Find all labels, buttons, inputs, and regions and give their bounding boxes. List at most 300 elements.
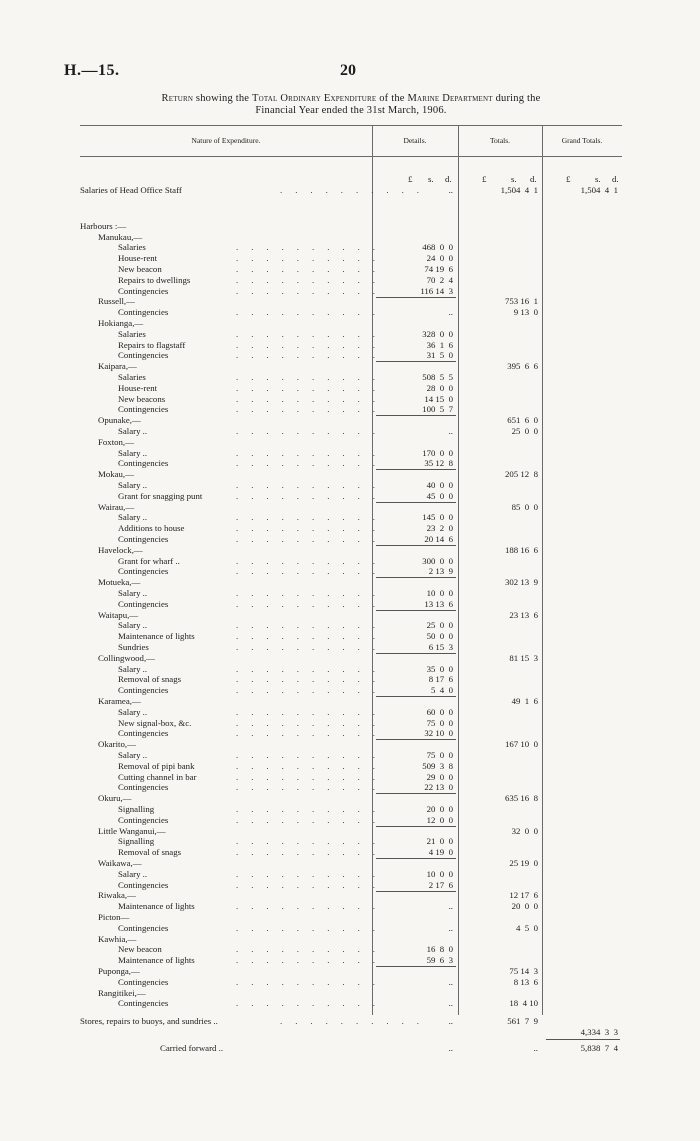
- table-row: [0, 448, 700, 459]
- details-amount: 45 0 0: [426, 490, 453, 501]
- totals-amount: 651 6 0: [507, 415, 538, 426]
- row-label: Manukau,—: [98, 231, 143, 242]
- row-label: Contingencies: [118, 814, 169, 825]
- table-row: [0, 782, 700, 793]
- row-label: Wairau,—: [98, 501, 135, 512]
- details-amount: 50 0 0: [426, 631, 453, 642]
- table-row: [0, 998, 700, 1009]
- row-label: Signalling: [118, 836, 155, 847]
- table-row: [0, 988, 700, 999]
- table-row: [0, 890, 700, 901]
- table-row: [0, 750, 700, 761]
- details-amount: ..: [448, 998, 453, 1009]
- totals-amount: 561 7 9: [507, 1016, 538, 1027]
- title-line-2: Financial Year ended the 31st March, 1906.: [255, 105, 447, 116]
- row-label: Salary ..: [118, 588, 148, 598]
- row-label: Mokau,—: [98, 469, 134, 480]
- details-amount: 100 5 7: [422, 404, 453, 415]
- report-code: H.—15.: [64, 62, 120, 79]
- details-amount: 170 0 0: [422, 447, 453, 458]
- details-amount: 6 15 3: [428, 642, 453, 652]
- dot-leader: ..........: [236, 555, 388, 566]
- row-label: Salaries: [118, 328, 146, 339]
- dot-leader: ..........: [236, 458, 388, 469]
- dot-leader: ..........: [236, 674, 388, 685]
- row-label: Grant for snagging punt: [118, 490, 203, 501]
- row-label: Okuru,—: [98, 793, 132, 804]
- row-label: New beacon: [118, 944, 162, 955]
- grand-total-rule: [546, 1039, 620, 1040]
- dot-leader: ..........: [236, 922, 388, 933]
- grand-amount: 5,838 7 4: [580, 1042, 618, 1053]
- row-label: Contingencies: [118, 598, 169, 609]
- details-amount: 21 0 0: [426, 836, 453, 847]
- row-label: Salary ..: [118, 426, 148, 436]
- dot-leader: ..........: [236, 717, 388, 728]
- table-row: [0, 275, 700, 286]
- dot-leader: ..........: [236, 350, 388, 361]
- table-row: [0, 739, 700, 750]
- col-header-details: Details.: [403, 136, 427, 145]
- details-amount: ..: [448, 1016, 453, 1027]
- dot-leader: ..........: [236, 901, 388, 912]
- table-row: [0, 232, 700, 243]
- dot-leader: ..........: [236, 523, 388, 534]
- table-row: [0, 383, 700, 394]
- row-label: Cutting channel in bar: [118, 771, 197, 782]
- details-amount: 35 12 8: [424, 458, 453, 469]
- title-department: Marine Department: [407, 93, 493, 104]
- dot-leader: ..........: [236, 253, 388, 264]
- table-row: [0, 728, 700, 739]
- dot-leader: ..........: [236, 760, 388, 771]
- details-amount: 36 1 6: [426, 339, 453, 350]
- page-number: 20: [340, 62, 356, 79]
- table-row: [0, 869, 700, 880]
- row-label: Kaipara,—: [98, 361, 137, 372]
- table-row: [0, 480, 700, 491]
- table-row: [0, 674, 700, 685]
- table-row: [0, 836, 700, 847]
- details-amount: 28 0 0: [426, 382, 453, 393]
- table-row: [0, 944, 700, 955]
- totals-amount: 75 14 3: [509, 966, 538, 976]
- dot-leader: ..........: [236, 534, 388, 544]
- totals-amount: 9 13 0: [513, 307, 538, 318]
- details-amount: 20 14 6: [424, 534, 453, 544]
- row-label: Salary ..: [118, 447, 148, 458]
- dot-leader: ..........: [236, 393, 388, 404]
- dot-leader: ..........: [236, 404, 388, 415]
- table-row: [0, 1043, 700, 1054]
- row-label: Additions to house: [118, 523, 185, 534]
- row-label: New beacons: [118, 393, 166, 404]
- table-row: [0, 296, 700, 307]
- dot-leader: ..........: [236, 372, 388, 382]
- dot-leader: ..........: [236, 588, 388, 598]
- row-label: Waitapu,—: [98, 609, 139, 620]
- details-amount: 2 13 9: [428, 566, 453, 577]
- totals-amount: 753 16 1: [505, 296, 538, 307]
- details-amount: 70 2 4: [426, 274, 453, 285]
- table-row: [0, 307, 700, 318]
- row-label: Contingencies: [118, 534, 169, 544]
- row-label: Salary ..: [118, 480, 148, 490]
- totals-amount: 49 1 6: [511, 696, 538, 706]
- details-amount: 116 14 3: [420, 285, 453, 296]
- details-amount: 25 0 0: [426, 620, 453, 631]
- details-amount: 74 19 6: [424, 264, 453, 274]
- totals-amount: 635 16 8: [505, 793, 538, 804]
- title-expenditure: Total Ordinary Expenditure: [251, 93, 377, 104]
- row-label: Contingencies: [118, 976, 169, 987]
- details-amount: 14 15 0: [424, 393, 453, 404]
- details-amount: ..: [448, 922, 453, 933]
- dot-leader: ..........: [236, 426, 388, 436]
- details-amount: 10 0 0: [426, 868, 453, 879]
- dot-leader: ..........: [236, 663, 388, 674]
- details-amount: 75 0 0: [426, 717, 453, 728]
- totals-amount: 25 0 0: [511, 426, 538, 436]
- table-row: [0, 966, 700, 977]
- grand-shilling-sign: s.: [595, 174, 601, 184]
- details-amount: 328 0 0: [422, 328, 453, 339]
- dot-leader: ..........: [236, 955, 388, 966]
- dot-leader: ..........: [236, 285, 388, 296]
- table-row: [0, 404, 700, 415]
- table-row: [0, 912, 700, 923]
- dot-leader: ..........: [236, 339, 388, 350]
- details-amount: 22 13 0: [424, 782, 453, 793]
- row-label: Contingencies: [118, 998, 169, 1009]
- table-row: [0, 653, 700, 664]
- grand-amount: 1,504 4 1: [580, 185, 618, 195]
- row-label: Repairs to flagstaff: [118, 339, 186, 350]
- dot-leader: ..........: [236, 566, 388, 577]
- table-row: [0, 610, 700, 621]
- details-amount: 29 0 0: [426, 771, 453, 782]
- dot-leader: ..........: [236, 242, 388, 253]
- table-row: [0, 458, 700, 469]
- details-amount: 12 0 0: [426, 814, 453, 825]
- row-label: Picton—: [98, 912, 130, 922]
- totals-amount: 167 10 0: [505, 739, 538, 750]
- table-row: [0, 372, 700, 383]
- table-row: [0, 977, 700, 988]
- dot-leader: ..........: [236, 750, 388, 760]
- details-amount: 145 0 0: [422, 512, 453, 523]
- totals-pence-sign: d.: [530, 174, 537, 184]
- table-row: [0, 847, 700, 858]
- row-label: Maintenance of lights: [118, 901, 195, 912]
- dot-leader: ..........: [236, 782, 388, 793]
- row-label: Grant for wharf ..: [118, 555, 180, 566]
- table-row: [0, 761, 700, 772]
- details-pence-sign: d.: [445, 174, 452, 184]
- row-label: Opunake,—: [98, 415, 141, 426]
- details-pound-sign: £: [408, 174, 413, 184]
- details-amount: 59 6 3: [426, 955, 453, 966]
- totals-shilling-sign: s.: [511, 174, 517, 184]
- row-label: Salary ..: [118, 868, 148, 879]
- title-text-a: showing the: [193, 93, 252, 104]
- table-row: [0, 577, 700, 588]
- row-label: Contingencies: [118, 782, 169, 793]
- table-row: [0, 858, 700, 869]
- table-row: [0, 426, 700, 437]
- table-row: [0, 1016, 700, 1027]
- row-label: Salaries: [118, 242, 146, 253]
- grand-amount: 4,334 3 3: [580, 1027, 618, 1037]
- table-row: [0, 394, 700, 405]
- row-label: Russell,—: [98, 296, 135, 307]
- table-row: [0, 253, 700, 264]
- table-row: [0, 955, 700, 966]
- row-label: Removal of pipi bank: [118, 760, 195, 771]
- row-label: Maintenance of lights: [118, 955, 195, 966]
- table-row: [0, 880, 700, 891]
- row-label: Maintenance of lights: [118, 631, 195, 642]
- dot-leader: ..........: [236, 264, 388, 274]
- details-amount: 32 10 0: [424, 728, 453, 739]
- table-row: [0, 545, 700, 556]
- title-text-b: of the: [376, 93, 408, 104]
- table-row: [0, 264, 700, 275]
- row-label: Rangitikei,—: [98, 987, 146, 998]
- details-amount: ..: [448, 307, 453, 318]
- details-amount: 31 5 0: [426, 350, 453, 361]
- row-label: Salary ..: [118, 663, 148, 674]
- totals-amount: ..: [533, 1042, 538, 1053]
- dot-leader: ..........: [236, 836, 388, 847]
- dot-leader: ..........: [236, 976, 388, 987]
- dot-leader: ..........: [280, 185, 432, 195]
- row-label: Contingencies: [118, 566, 169, 577]
- table-row: [0, 556, 700, 567]
- table-row: [0, 318, 700, 329]
- details-amount: 2 17 6: [428, 879, 453, 890]
- row-label: House-rent: [118, 382, 158, 393]
- row-label: Salaries of Head Office Staff: [80, 185, 182, 195]
- row-label: Contingencies: [118, 728, 169, 739]
- table-row: [0, 815, 700, 826]
- title-return: Return: [161, 93, 194, 104]
- dot-leader: ..........: [236, 771, 388, 782]
- row-label: Salary ..: [118, 512, 148, 523]
- table-row: [0, 718, 700, 729]
- totals-amount: 18 4 10: [509, 998, 538, 1009]
- details-amount: 508 5 5: [422, 372, 453, 382]
- row-label: Salary ..: [118, 706, 148, 717]
- details-amount: 4 19 0: [428, 847, 453, 858]
- dot-leader: ..........: [236, 447, 388, 458]
- totals-amount: 25 19 0: [509, 858, 538, 868]
- totals-amount: 205 12 8: [505, 469, 538, 480]
- totals-amount: 85 0 0: [511, 501, 538, 512]
- row-label: Removal of snags: [118, 847, 182, 858]
- dot-leader: ..........: [236, 706, 388, 717]
- details-amount: ..: [448, 976, 453, 987]
- table-row: [0, 588, 700, 599]
- row-label: Sundries: [118, 642, 149, 652]
- table-row: [0, 415, 700, 426]
- dot-leader: ..........: [236, 814, 388, 825]
- table-row: [0, 340, 700, 351]
- row-label: Waikawa,—: [98, 858, 142, 868]
- table-row: [0, 286, 700, 297]
- dot-leader: ..........: [236, 642, 388, 652]
- dot-leader: ..........: [236, 631, 388, 642]
- table-row: [0, 826, 700, 837]
- row-label: Collingwood,—: [98, 652, 155, 663]
- table-row: [0, 491, 700, 502]
- totals-amount: 188 16 6: [505, 544, 538, 555]
- dot-leader: ..........: [236, 620, 388, 631]
- details-amount: ..: [448, 426, 453, 436]
- details-amount: 468 0 0: [422, 242, 453, 253]
- row-label: Contingencies: [118, 307, 169, 318]
- table-row: [0, 185, 700, 196]
- row-label: Contingencies: [118, 285, 169, 296]
- details-amount: ..: [448, 901, 453, 912]
- details-amount: 75 0 0: [426, 750, 453, 760]
- col-header-nature: Nature of Expenditure.: [191, 136, 261, 145]
- details-amount: 16 8 0: [426, 944, 453, 955]
- table-row: [0, 685, 700, 696]
- details-amount: 20 0 0: [426, 804, 453, 814]
- details-amount: 8 17 6: [428, 674, 453, 685]
- table-row: [0, 221, 700, 232]
- dot-leader: ..........: [236, 728, 388, 739]
- totals-pound-sign: £: [482, 174, 487, 184]
- row-label: Contingencies: [118, 879, 169, 890]
- table-row: [0, 350, 700, 361]
- grand-pound-sign: £: [566, 174, 571, 184]
- row-label: House-rent: [118, 253, 158, 264]
- row-label: Contingencies: [118, 458, 169, 469]
- row-label: Motueka,—: [98, 577, 141, 588]
- table-row: [0, 772, 700, 783]
- dot-leader: ..........: [236, 490, 388, 501]
- dot-leader: ..........: [236, 274, 388, 285]
- table-row: [0, 901, 700, 912]
- dot-leader: ..........: [280, 1016, 432, 1027]
- row-label: Kawhia,—: [98, 933, 137, 944]
- details-amount: 40 0 0: [426, 480, 453, 490]
- details-amount: 5 4 0: [431, 685, 453, 696]
- totals-amount: 1,504 4 1: [500, 185, 538, 195]
- table-row: [0, 242, 700, 253]
- row-label: Karamea,—: [98, 696, 141, 706]
- row-label: Contingencies: [118, 685, 169, 696]
- row-label: Stores, repairs to buoys, and sundries ..: [80, 1016, 218, 1027]
- table-row: [0, 502, 700, 513]
- table-row: [0, 599, 700, 610]
- dot-leader: ..........: [236, 382, 388, 393]
- dot-leader: ..........: [236, 804, 388, 814]
- details-amount: 300 0 0: [422, 555, 453, 566]
- row-label: Riwaka,—: [98, 890, 136, 901]
- table-row: [0, 664, 700, 675]
- table-row: [0, 469, 700, 480]
- totals-amount: 81 15 3: [509, 652, 538, 663]
- table-row: [0, 523, 700, 534]
- table-row: [0, 631, 700, 642]
- row-label: Little Wanganui,—: [98, 825, 166, 836]
- dot-leader: ..........: [236, 998, 388, 1009]
- totals-amount: 395 6 6: [507, 361, 538, 372]
- details-amount: 60 0 0: [426, 706, 453, 717]
- row-label: Carried forward ..: [160, 1042, 224, 1053]
- table-row: [0, 642, 700, 653]
- dot-leader: ..........: [236, 328, 388, 339]
- table-row: [0, 512, 700, 523]
- row-label: Contingencies: [118, 350, 169, 361]
- dot-leader: ..........: [236, 480, 388, 490]
- grand-pence-sign: d.: [612, 174, 619, 184]
- details-amount: 23 2 0: [426, 523, 453, 534]
- details-shilling-sign: s.: [428, 174, 434, 184]
- row-label: Harbours :—: [80, 220, 127, 231]
- totals-amount: 12 17 6: [509, 890, 538, 901]
- details-amount: 509 3 8: [422, 760, 453, 771]
- totals-amount: 302 13 9: [505, 577, 538, 588]
- totals-amount: 4 5 0: [516, 922, 538, 933]
- details-amount: 35 0 0: [426, 663, 453, 674]
- table-row: [0, 804, 700, 815]
- dot-leader: ..........: [236, 598, 388, 609]
- row-label: Salaries: [118, 372, 146, 382]
- totals-amount: 20 0 0: [511, 901, 538, 912]
- row-label: Okarito,—: [98, 739, 136, 750]
- row-label: Contingencies: [118, 922, 169, 933]
- totals-amount: 23 13 6: [509, 609, 538, 620]
- dot-leader: ..........: [236, 307, 388, 318]
- row-label: New signal-box, &c.: [118, 717, 192, 728]
- table-row: [0, 696, 700, 707]
- details-amount: ..: [448, 1042, 453, 1053]
- row-label: Contingencies: [118, 404, 169, 415]
- row-label: Repairs to dwellings: [118, 274, 191, 285]
- row-label: Hokianga,—: [98, 318, 144, 328]
- row-label: Puponga,—: [98, 966, 140, 976]
- table-row: [0, 566, 700, 577]
- details-amount: 13 13 6: [424, 598, 453, 609]
- row-label: Salary ..: [118, 620, 148, 631]
- details-amount: ..: [448, 185, 453, 195]
- col-header-grand: Grand Totals.: [561, 136, 603, 145]
- table-row: [0, 361, 700, 372]
- table-row: [0, 437, 700, 448]
- table-row: [0, 329, 700, 340]
- dot-leader: ..........: [236, 685, 388, 696]
- totals-amount: 32 0 0: [511, 825, 538, 836]
- table-row: [0, 1027, 700, 1038]
- table-row: [0, 534, 700, 545]
- table-row: [0, 923, 700, 934]
- dot-leader: ..........: [236, 512, 388, 523]
- dot-leader: ..........: [236, 847, 388, 858]
- row-label: Havelock,—: [98, 544, 143, 555]
- dot-leader: ..........: [236, 879, 388, 890]
- row-label: New beacon: [118, 264, 162, 274]
- row-label: Foxton,—: [98, 436, 134, 447]
- details-amount: 24 0 0: [426, 253, 453, 264]
- row-label: Salary ..: [118, 750, 148, 760]
- table-row: [0, 620, 700, 631]
- totals-amount: 8 13 6: [513, 976, 538, 987]
- row-label: Removal of snags: [118, 674, 182, 685]
